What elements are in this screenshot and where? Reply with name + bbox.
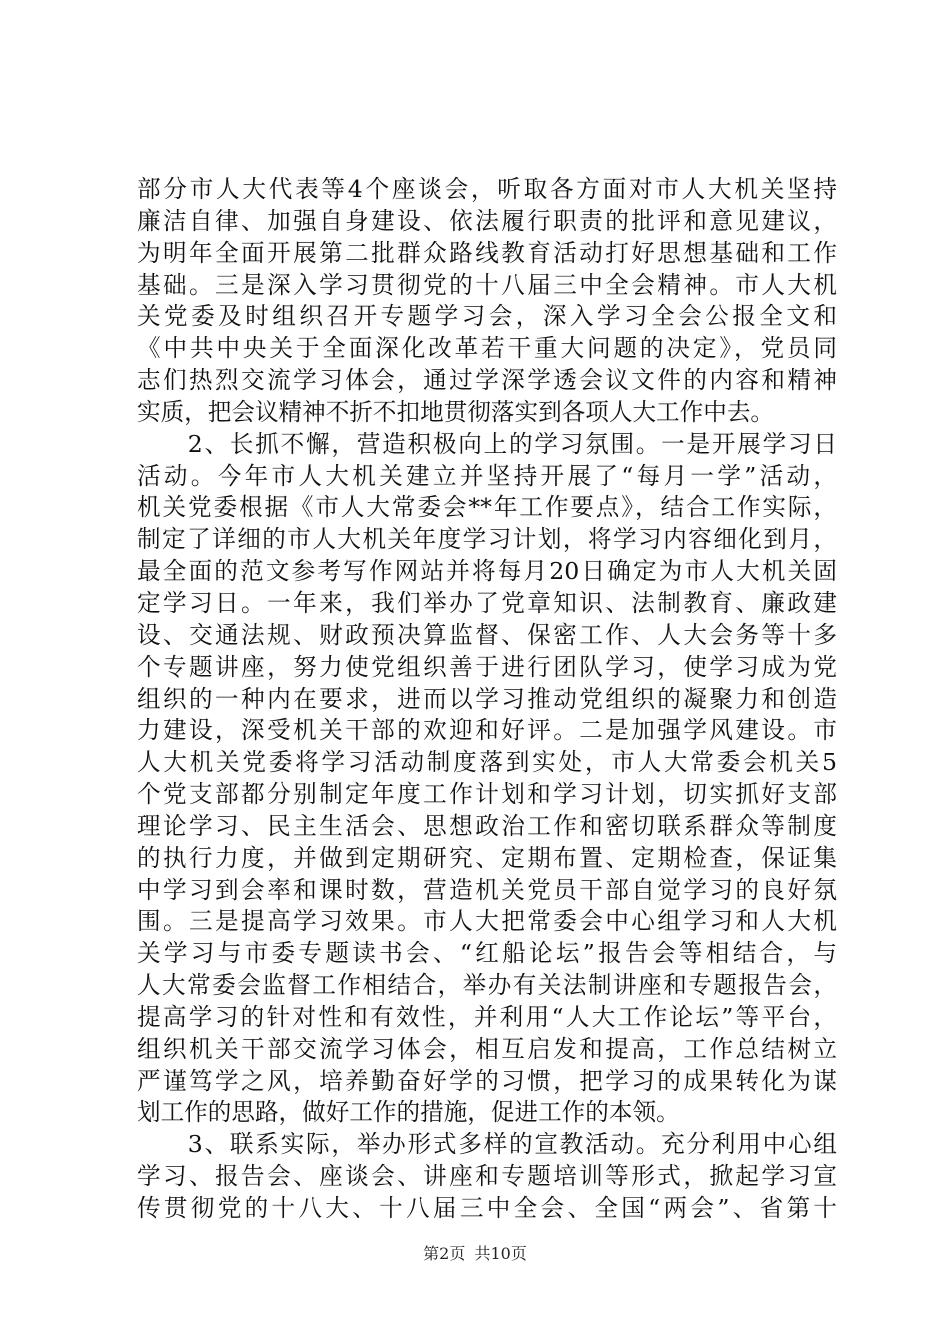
text-line: 个党支部都分别制定年度工作计划和学习计划，切实抓好支部	[137, 780, 837, 809]
text-line: 制定了详细的市人大机关年度学习计划，将学习内容细化到月，	[137, 525, 837, 554]
body-text	[137, 174, 837, 1225]
text-line: 部分市人大代表等4个座谈会，听取各方面对市人大机关坚持	[137, 175, 837, 203]
text-line: 定学习日。一年来，我们举办了党章知识、法制教育、廉政建	[137, 588, 837, 617]
text-line: 廉洁自律、加强自身建设、依法履行职责的批评和意见建议，	[137, 206, 837, 235]
text-line: 理论学习、民主生活会、思想政治工作和密切联系群众等制度	[137, 811, 837, 840]
text-line: 划工作的思路，做好工作的措施，促进工作的本领。	[137, 1098, 680, 1127]
text-line: 设、交通法规、财政预决算监督、保密工作、人大会务等十多	[137, 620, 837, 649]
text-line: 组织的一种内在要求，进而以学习推动党组织的凝聚力和创造	[137, 684, 837, 713]
text-line: 3、联系实际，举办形式多样的宣教活动。充分利用中心组	[137, 1130, 837, 1159]
text-line: 中学习到会率和课时数，营造机关党员干部自觉学习的良好氛	[137, 875, 837, 904]
page-number: 第2页	[423, 1244, 466, 1263]
text-line: 志们热烈交流学习体会，通过学深学透会议文件的内容和精神	[137, 366, 837, 395]
text-line: 传贯彻党的十八大、十八届三中全会、全国“两会”、省第十	[137, 1194, 837, 1222]
text-line: 严谨笃学之风，培养勤奋好学的习惯，把学习的成果转化为谋	[137, 1066, 837, 1095]
text-line: 人大机关党委将学习活动制度落到实处，市人大常委会机关5	[137, 748, 837, 777]
text-line: 力建设，深受机关干部的欢迎和好评。二是加强学风建设。市	[137, 716, 837, 745]
text-line: 组织机关干部交流学习体会，相互启发和提高，工作总结树立	[137, 1034, 837, 1063]
text-line: 机关党委根据《市人大常委会**年工作要点》，结合工作实际，	[137, 493, 837, 522]
text-line: 围。三是提高学习效果。市人大把常委会中心组学习和人大机	[137, 907, 837, 936]
text-line: 个专题讲座，努力使党组织善于进行团队学习，使学习成为党	[137, 652, 837, 681]
text-line: 为明年全面开展第二批群众路线教育活动打好思想基础和工作	[137, 238, 837, 267]
text-line: 实质，把会议精神不折不扣地贯彻落实到各项人大工作中去。	[137, 397, 775, 426]
text-line: 基础。三是深入学习贯彻党的十八届三中全会精神。市人大机	[137, 270, 837, 299]
text-line: 关学习与市委专题读书会、“红船论坛”报告会等相结合，与	[137, 939, 837, 968]
text-line: 人大常委会监督工作相结合，举办有关法制讲座和专题报告会，	[137, 971, 837, 1000]
text-line: 关党委及时组织召开专题学习会，深入学习全会公报全文和	[137, 302, 837, 331]
page-footer	[0, 1243, 950, 1265]
text-line: 的执行力度，并做到定期研究、定期布置、定期检查，保证集	[137, 843, 837, 872]
page-total: 共10页	[474, 1244, 527, 1263]
text-line: 活动。今年市人大机关建立并坚持开展了“每月一学”活动，	[137, 461, 837, 490]
text-line: 最全面的范文参考写作网站并将每月20日确定为市人大机关固	[137, 557, 837, 586]
text-line: 2、长抓不懈，营造积极向上的学习氛围。一是开展学习日	[137, 429, 837, 458]
text-line: 《中共中央关于全面深化改革若干重大问题的决定》，党员同	[137, 334, 837, 363]
text-line: 学习、报告会、座谈会、讲座和专题培训等形式，掀起学习宣	[137, 1162, 837, 1191]
text-line: 提高学习的针对性和有效性，并利用“人大工作论坛”等平台，	[137, 1002, 837, 1031]
